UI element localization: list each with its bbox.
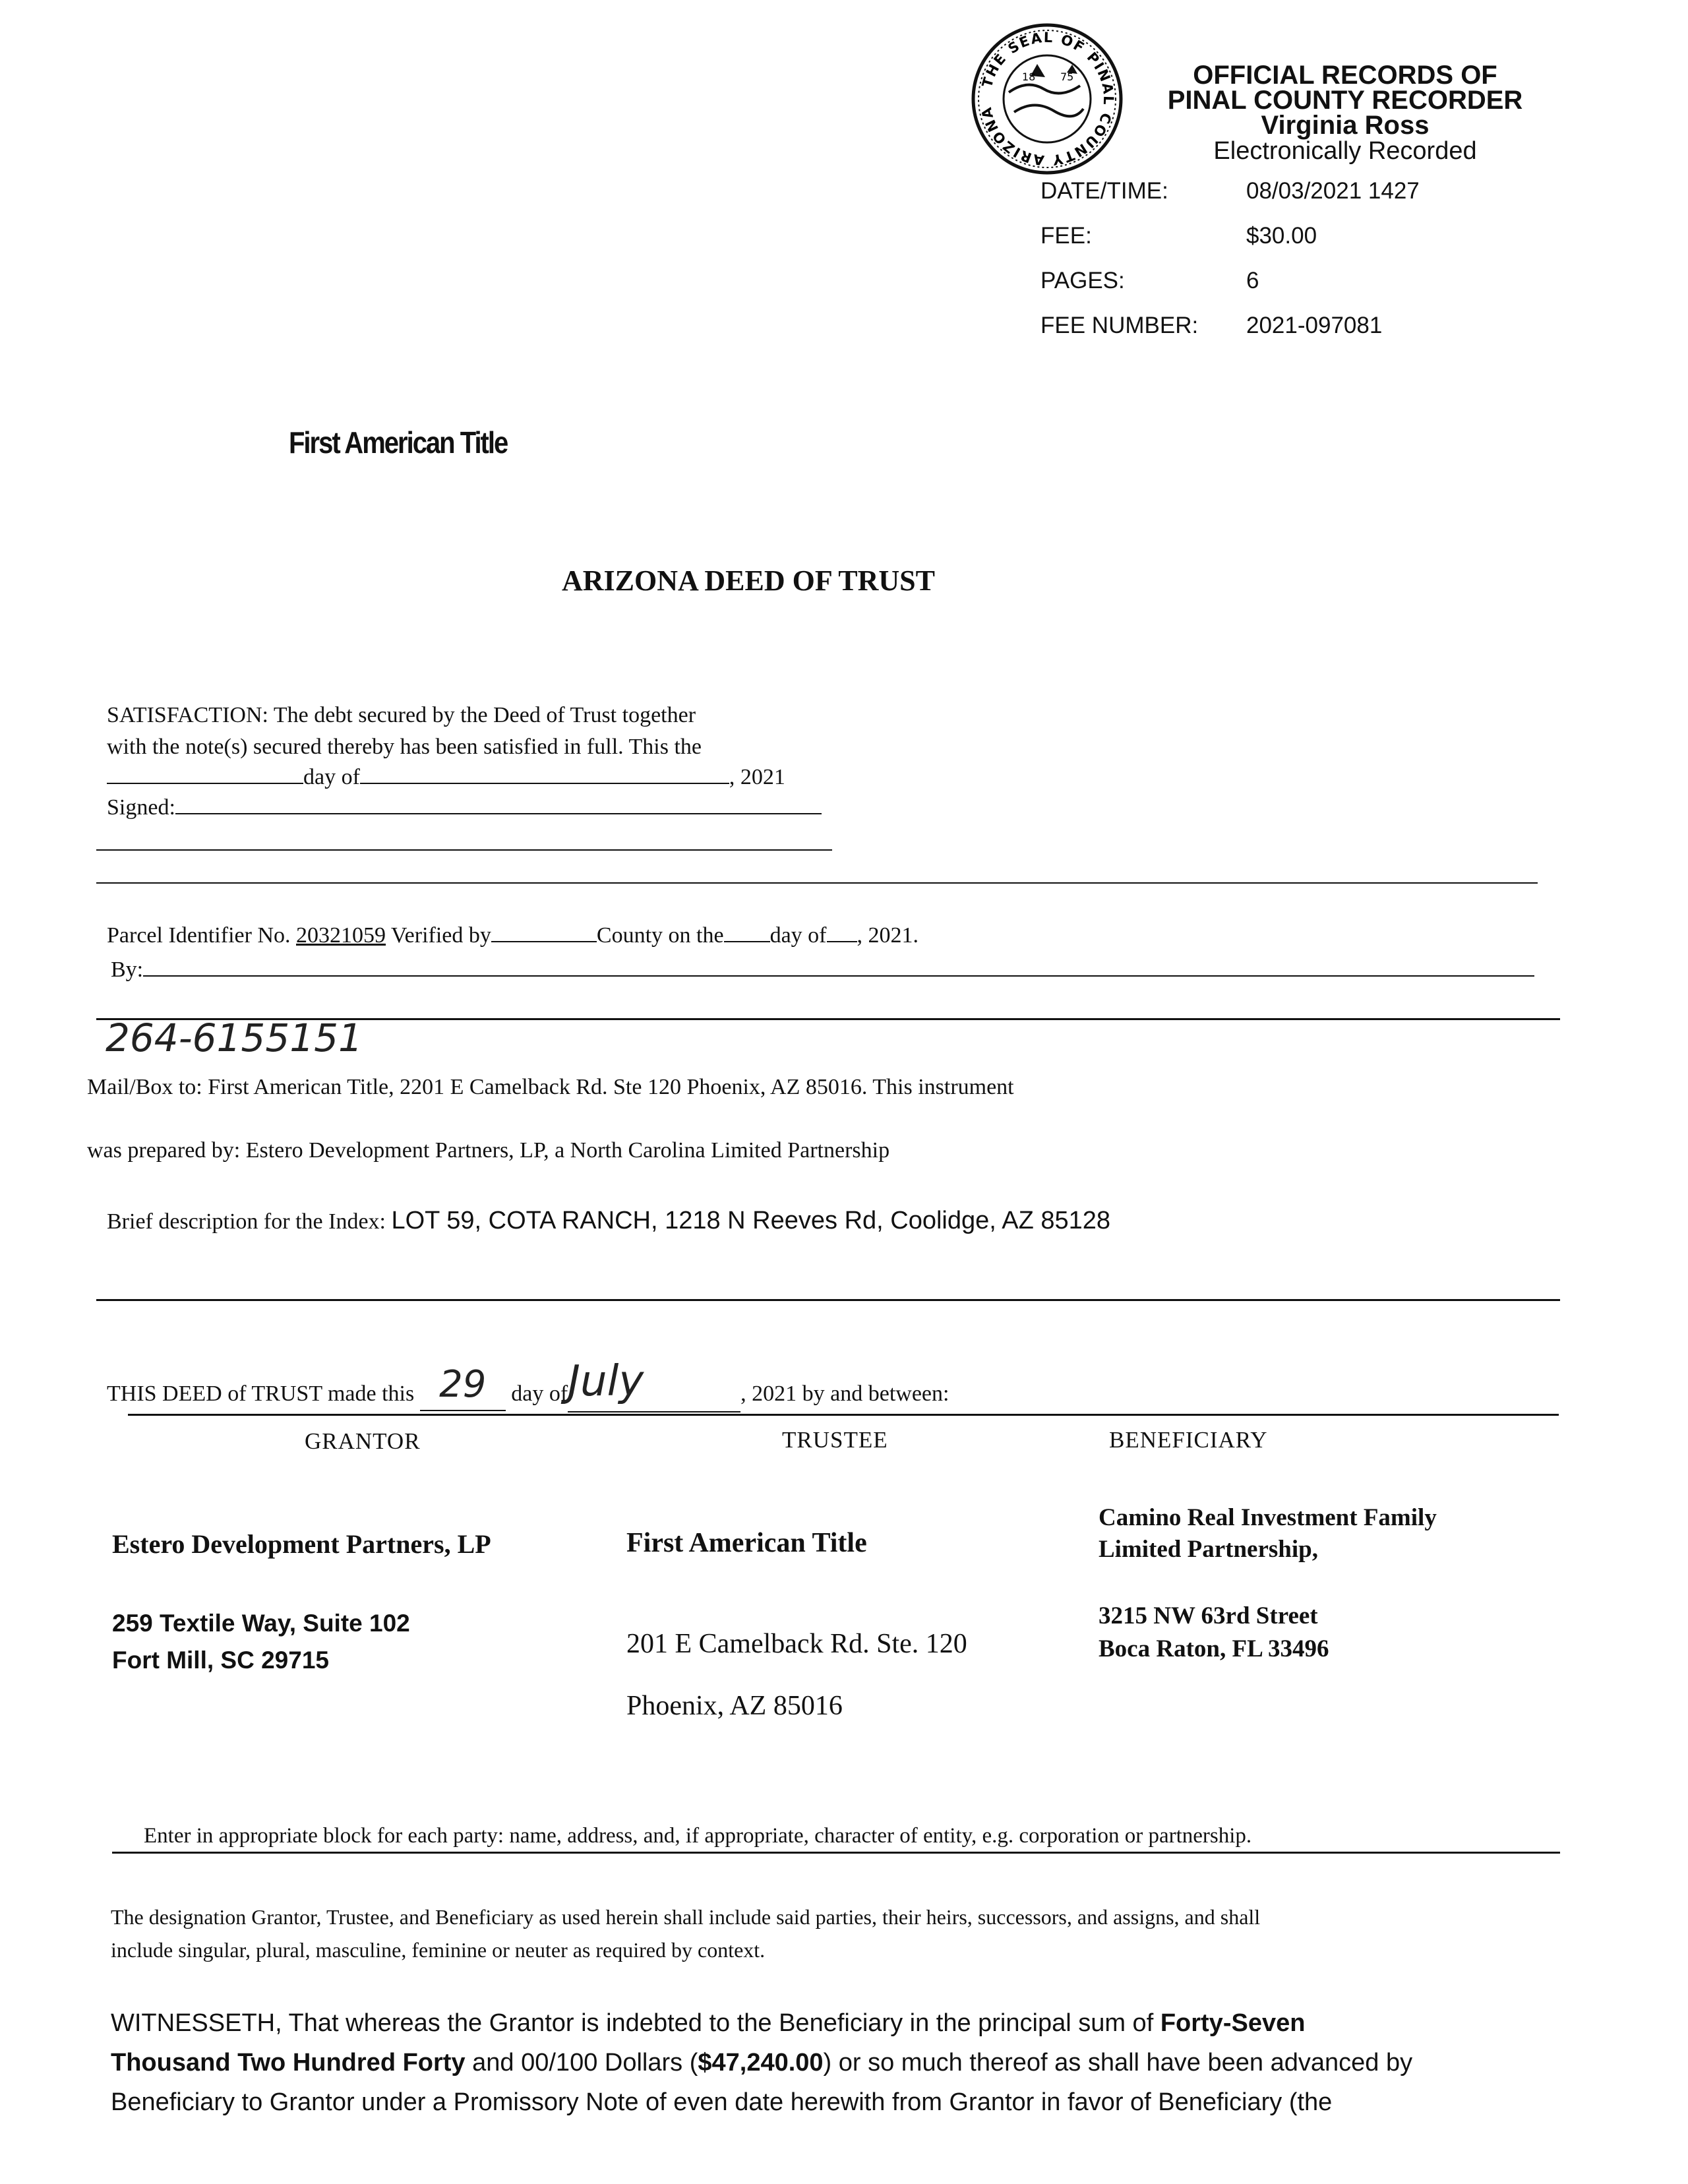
designation-paragraph [111, 1900, 1260, 1966]
beneficiary-name-line2: Limited Partnership, [1099, 1536, 1318, 1563]
deed-made-suffix: , 2021 by and between: [740, 1381, 950, 1406]
parcel-verified-by: Verified by [390, 923, 491, 948]
satisfaction-day-of: day of [303, 765, 360, 789]
beneficiary-address-line2: Boca Raton, FL 33496 [1099, 1635, 1329, 1662]
fee-label: FEE: [1040, 223, 1092, 249]
pages-value: 6 [1246, 268, 1259, 293]
datetime-label: DATE/TIME: [1040, 178, 1168, 204]
beneficiary-address-line1: 3215 NW 63rd Street [1099, 1602, 1318, 1629]
deed-month-handwritten: July [568, 1357, 644, 1406]
principal-words-part2: Thousand Two Hundred Forty [111, 2049, 466, 2077]
section-rule-1 [96, 882, 1538, 884]
principal-amount: $47,240.00 [698, 2049, 824, 2077]
recorder-name: Virginia Ross [1261, 111, 1430, 140]
brief-description-label: Brief description for the Index: [107, 1209, 386, 1234]
beneficiary-address [1099, 1600, 1329, 1666]
fee-number-label: FEE NUMBER: [1040, 313, 1199, 338]
section-rule-3 [96, 1299, 1560, 1301]
witnesseth-line3: Beneficiary to Grantor under a Promissory Note of even date herewith from Grantor in favor of Beneficiary (the [111, 2088, 1333, 2116]
trustee-heading: TRUSTEE [782, 1427, 888, 1453]
brief-description-line [107, 1207, 1110, 1235]
deed-made-prefix: THIS DEED of TRUST made this [107, 1381, 415, 1406]
designation-line2: include singular, plural, masculine, feminine or neuter as required by context. [111, 1938, 766, 1962]
mail-box: Mail/Box to: First American Title, 2201 E Camelback Rd. Ste 120 Phoenix, AZ 85016. This instrument [87, 1075, 1014, 1099]
witnesseth-line1 [111, 2003, 1412, 2043]
trustee-address-line2: Phoenix, AZ 85016 [626, 1691, 843, 1721]
seal-year-left: 18 [1022, 71, 1036, 83]
datetime-value: 08/03/2021 1427 [1246, 178, 1420, 204]
trustee-address [626, 1613, 967, 1737]
grantor-heading: GRANTOR [305, 1428, 421, 1454]
designation-line1: The designation Grantor, Trustee, and Beneficiary as used herein shall include said parties, their heirs, successors, and assigns, and shall [111, 1905, 1261, 1929]
grantor-name: Estero Development Partners, LP [112, 1529, 491, 1559]
witnesseth-line2-text-b: ) or so much thereof as shall have been advanced by [823, 2049, 1413, 2077]
prepared-by: was prepared by: Estero Development Partners, LP, a North Carolina Limited Partnership [87, 1138, 890, 1163]
deed-day-of: day of [511, 1381, 568, 1406]
satisfaction-line1: SATISFACTION: The debt secured by the Deed of Trust together [107, 703, 696, 727]
company-stamp: First American Title [289, 426, 508, 460]
parcel-by-line [111, 957, 1534, 983]
document-title: ARIZONA DEED OF TRUST [561, 564, 935, 597]
parcel-line [107, 923, 919, 948]
deed-day-handwritten: 29 [439, 1363, 487, 1406]
party-instruction-text: Enter in appropriate block for each party: name, address, and, if appropriate, character of entity, e.g. corporation or partnership. [144, 1824, 1252, 1848]
satisfaction-signed-line [107, 795, 822, 820]
trustee-name: First American Title [626, 1528, 867, 1558]
parcel-by-label: By: [111, 957, 144, 982]
satisfaction-rule [96, 849, 832, 851]
grantor-address [112, 1605, 410, 1679]
parcel-prefix: Parcel Identifier No. [107, 923, 291, 948]
principal-words-part1: Forty-Seven [1160, 2009, 1306, 2037]
pages-label: PAGES: [1040, 268, 1125, 293]
seal-year-right: 75 [1060, 71, 1074, 83]
parcel-county-on: County on the [596, 923, 724, 948]
beneficiary-name-line1: Camino Real Investment Family [1099, 1504, 1437, 1531]
parcel-year: , 2021. [857, 923, 919, 948]
witnesseth-line2-text-a: and 00/100 Dollars ( [465, 2049, 698, 2077]
witnesseth-line1-text: WITNESSETH, That whereas the Grantor is indebted to the Beneficiary in the principal sum of [111, 2009, 1160, 2037]
satisfaction-line2: with the note(s) secured thereby has been satisfied in full. This the [107, 735, 702, 759]
deed-made-line [107, 1357, 950, 1412]
instruction-rule [112, 1852, 1560, 1854]
parcel-number: 20321059 [296, 923, 386, 948]
satisfaction-date-line [107, 765, 785, 790]
handwritten-reference: 264-6155151 [106, 1016, 363, 1060]
recorder-line1: OFFICIAL RECORDS OF [1193, 61, 1497, 90]
fee-number-value: 2021-097081 [1246, 313, 1383, 338]
seal-ring-text: THE SEAL OF PINAL COUNTY ARIZONA [978, 29, 1117, 169]
fee-value: $30.00 [1246, 223, 1317, 249]
recorded-method: Electronically Recorded [1213, 137, 1477, 165]
parcel-day-of: day of [769, 923, 827, 948]
witnesseth-line2 [111, 2043, 1412, 2082]
brief-description-value: LOT 59, COTA RANCH, 1218 N Reeves Rd, Coolidge, AZ 85128 [391, 1207, 1111, 1234]
beneficiary-name [1099, 1502, 1437, 1565]
signed-label: Signed: [107, 795, 175, 820]
witnesseth-paragraph [111, 2003, 1412, 2122]
satisfaction-year: , 2021 [729, 765, 785, 789]
recorder-line2: PINAL COUNTY RECORDER [1167, 86, 1523, 115]
grantor-address-line1: 259 Textile Way, Suite 102 [112, 1610, 410, 1637]
grantor-address-line2: Fort Mill, SC 29715 [112, 1647, 329, 1674]
beneficiary-heading: BENEFICIARY [1109, 1427, 1268, 1453]
parties-top-rule [128, 1414, 1559, 1416]
trustee-address-line1: 201 E Camelback Rd. Ste. 120 [626, 1629, 967, 1659]
